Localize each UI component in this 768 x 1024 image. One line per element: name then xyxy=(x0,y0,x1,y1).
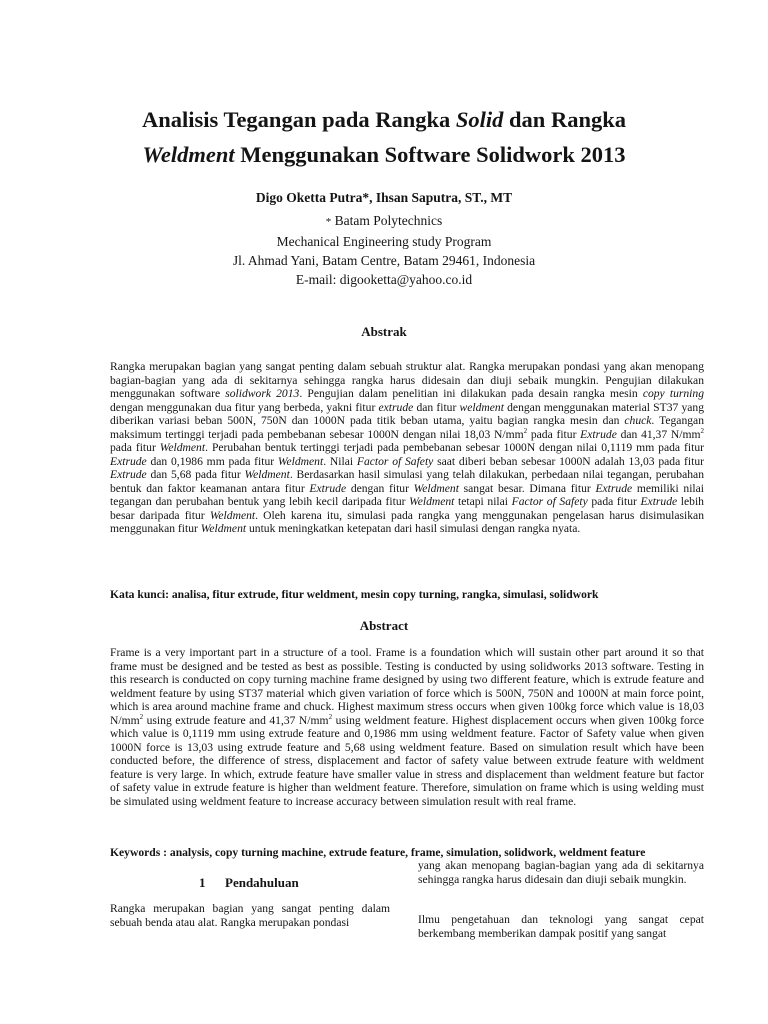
authors: Digo Oketta Putra*, Ihsan Saputra, ST., MT xyxy=(255,190,513,205)
affiliation-institution: * Batam Polytechnics xyxy=(325,213,443,228)
abstrak-body: Rangka merupakan bagian yang sangat penting dalam sebuah struktur alat. Rangka merupakan pondasi yang akan menopang bagian-bagian yang ada di sekitarnya sehingga rangka harus didesain dan diuji sebaik mungkin. Pengujian dilakukan menggunakan software solidwork 2013. Pengujian dalam penelitian ini dilakukan pada desain rangka mesin copy turning dengan menggunakan dua fitur yang berbeda, yakni fitur extrude dan fitur weldment dengan menggunakan material ST37 yang diberikan variasi beban 500N, 750N dan 1000N pada titik beban utama, yaitu bagian rangka mesin dan chuck. Tegangan maksimum tertinggi terjadi pada pembebanan sebesar 1000N dengan nilai 18,03 $N/mm^2$ pada fitur Extrude dan 41,37 $N/mm^2$ pada fitur Weldment. Perubahan bentuk tertinggi terjadi pada pembebanan sebesar 1000N dengan nilai 0,1119 mm pada fitur Extrude dan 0,1986 mm pada fitur Weldment. Nilai Factor of Safety saat diberi beban sebesar 1000N adalah 13,03 pada fitur Extrude dan 5,68 pada fitur Weldment. Berdasarkan hasil simulasi yang telah dilakukan, perbedaan nilai tegangan, perubahan bentuk dan faktor keamanan antara fitur Extrude dengan fitur Weldment sangat besar. Dimana fitur Extrude memiliki nilai tegangan dan perubahan bentuk yang lebih kecil daripada fitur Weldment tetapi nilai Factor of Safety pada fitur Extrude lebih besar daripada fitur Weldment. Oleh karena itu, simulasi pada rangka yang menggunakan pengelasan harus disimulasikan menggunakan fitur Weldment untuk meningkatkan ketepatan dari hasil simulasi dengan rangka nyata. xyxy=(110,360,705,535)
title-line-1: Analisis Tegangan pada Rangka Solid dan Rangka xyxy=(142,107,626,132)
section-1-right-paragraph-2: Ilmu pengetahuan dan teknologi yang sangat cepat berkembang memberikan dampak positif yang sangat xyxy=(418,913,704,940)
affiliation-email: E-mail: digooketta@yahoo.co.id xyxy=(295,272,473,287)
abstrak-heading: Abstrak xyxy=(361,324,407,339)
section-1-left-text: Rangka merupakan bagian yang sangat penting dalam sebuah benda atau alat. Rangka merupakan pondasi xyxy=(110,902,390,929)
title-line-2: Weldment Menggunakan Software Solidwork 2013 xyxy=(142,142,626,167)
keywords: Keywords : analysis, copy turning machine, extrude feature, frame, simulation, solidwork, weldment feature xyxy=(110,846,646,859)
paper-title xyxy=(100,102,668,172)
section-title: Pendahuluan xyxy=(225,875,299,890)
abstract-heading: Abstract xyxy=(359,618,409,633)
section-1-right-paragraph-1: yang akan menopang bagian-bagian yang ada di sekitarnya sehingga rangka harus didesain dan diuji sebaik mungkin. xyxy=(418,859,704,886)
section-number: 1 xyxy=(199,875,206,890)
affiliation-program: Mechanical Engineering study Program xyxy=(276,234,492,249)
affiliation-address: Jl. Ahmad Yani, Batam Centre, Batam 29461, Indonesia xyxy=(232,253,536,268)
affiliation xyxy=(100,211,668,289)
abstract-body: Frame is a very important part in a structure of a tool. Frame is a foundation which will sustain other part around it so that frame must be designed and be tested as best as possible. Testing is conducted by using solidworks 2013 software. Testing in this research is conducted on copy turning machine frame designed by using two different feature, which is extrude feature and weldment feature by using ST37 material which given variation of force which is 500N, 750N and 1000N at main force point, which is area around machine frame and chuck. Highest maximum stress occurs when given 100kg force which value is 18,03 $N/mm^2$ using extrude feature and 41,37 $N/mm^2$ using weldment feature. Highest displacement occurs when given 100kg force which value is 0,1119 mm using extrude feature and 0,1986 mm using weldment feature. Factor of Safety value when given 1000N force is 13,03 using extrude feature and 5,68 using weldment feature. Based on simulation result which have been conducted before, the difference of stress, displacement and factor of safety value between extrude feature with weldment feature is very large. In which, extrude feature have smaller value in stress and displacement than weldment feature but factor of safety value in extrude feature is higher than weldment feature. Therefore, simulation on frame which is using welding must be simulated using weldment feature to increase accuracy between simulation result with real frame. xyxy=(110,646,704,808)
kata-kunci: Kata kunci: analisa, fitur extrude, fitur weldment, mesin copy turning, rangka, simulasi, solidwork xyxy=(110,588,599,601)
